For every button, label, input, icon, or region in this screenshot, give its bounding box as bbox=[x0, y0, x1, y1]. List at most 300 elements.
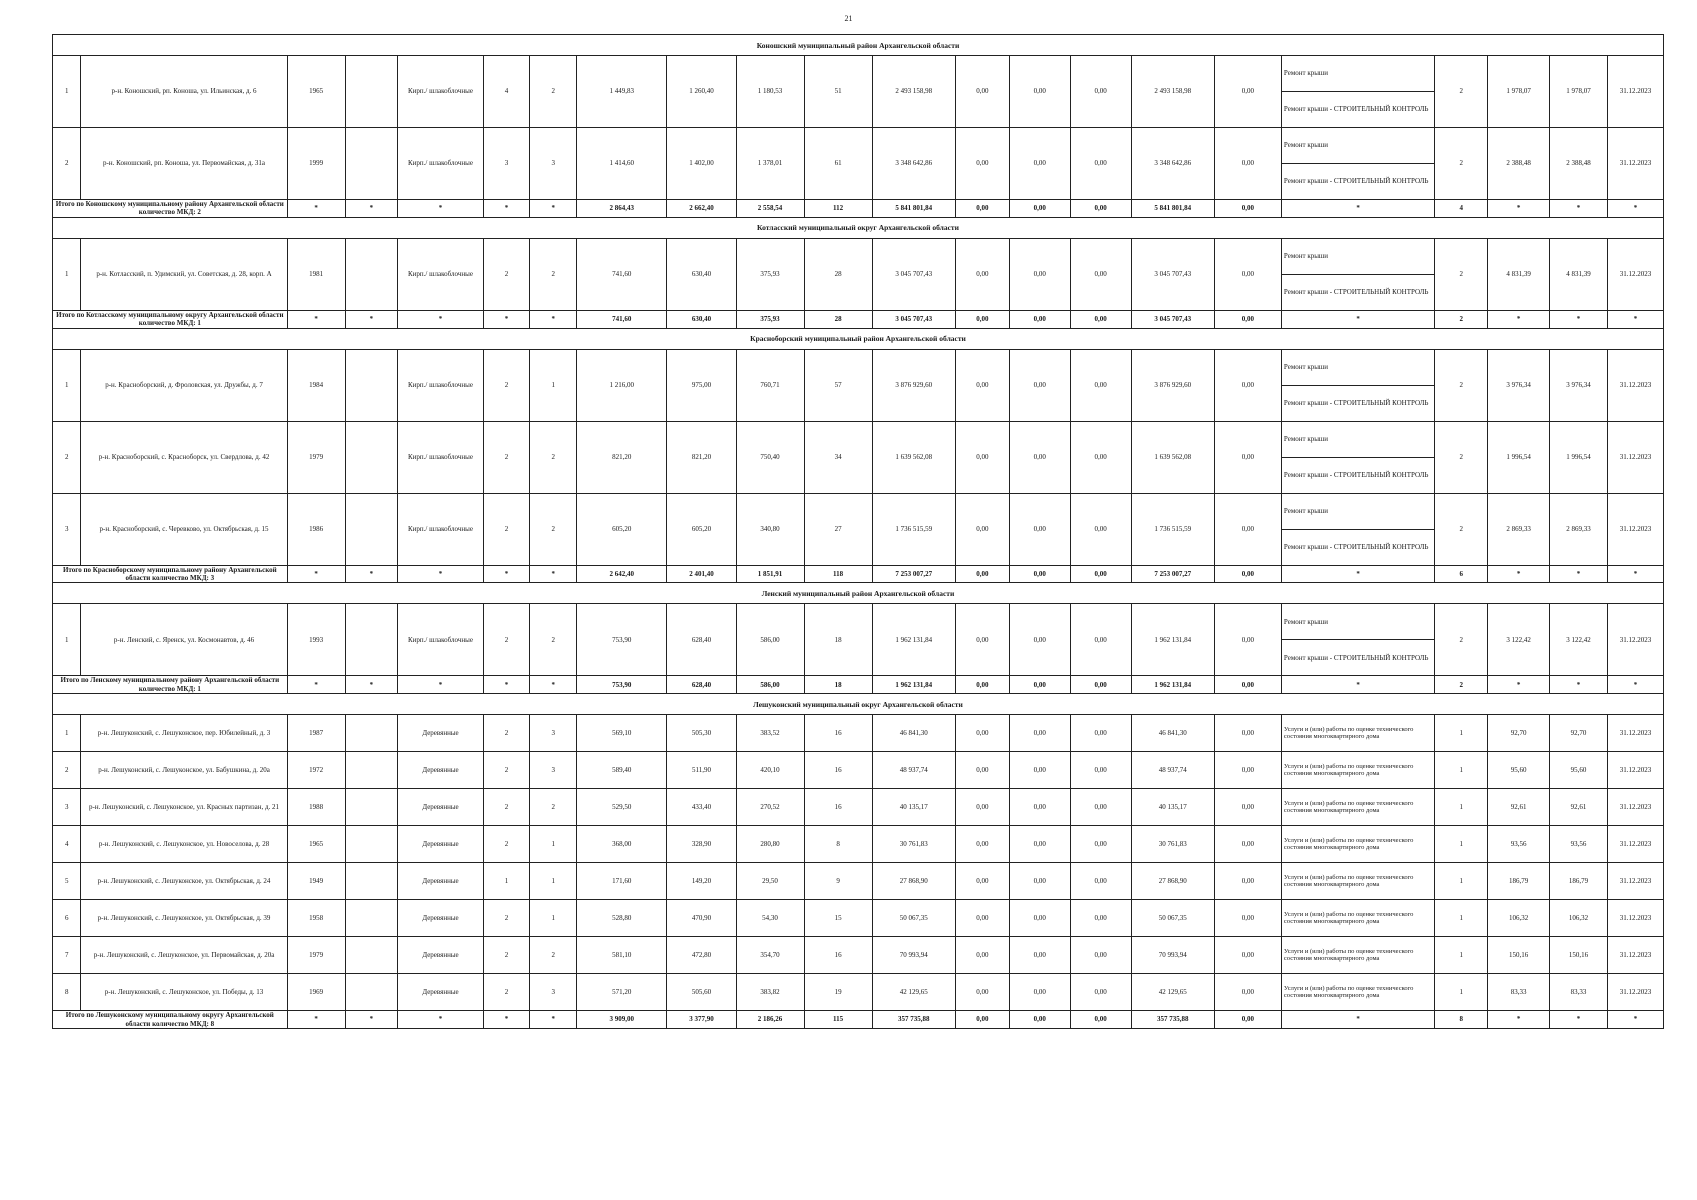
placeholder-star: * bbox=[287, 310, 345, 328]
unit-cost: 2 869,33 bbox=[1488, 493, 1550, 565]
section-title: Котласский муниципальный округ Архангельской области bbox=[53, 217, 1664, 238]
page-number: 21 bbox=[844, 14, 853, 23]
owners-funds: 3 876 929,60 bbox=[1131, 349, 1214, 421]
private-area: 375,93 bbox=[736, 238, 804, 310]
limit-cost: 1 978,07 bbox=[1550, 56, 1608, 128]
work-type: Услуги и (или) работы по оценке технического состояния многоквартирного дома bbox=[1281, 900, 1434, 937]
fund-cell: 0,00 bbox=[1009, 676, 1070, 694]
works-count: 2 bbox=[1435, 493, 1488, 565]
fund-cell: 0,00 bbox=[1009, 56, 1070, 128]
table-row bbox=[53, 863, 1664, 900]
residents-count: 115 bbox=[804, 1011, 872, 1029]
owners-funds: 46 841,30 bbox=[1131, 715, 1214, 752]
completion-date: 31.12.2023 bbox=[1607, 752, 1663, 789]
private-area: 340,80 bbox=[736, 493, 804, 565]
placeholder-star: * bbox=[1281, 1011, 1434, 1029]
works-count: 2 bbox=[1435, 676, 1488, 694]
address-cell: р-н. Лешуконский, с. Лешуконское, ул. Октябрьская, д. 24 bbox=[81, 863, 287, 900]
fund-cell: 0,00 bbox=[955, 349, 1009, 421]
total-area: 2 864,43 bbox=[577, 200, 667, 218]
works-count: 2 bbox=[1435, 421, 1488, 493]
repair-cost-total: 48 937,74 bbox=[872, 752, 955, 789]
table-row bbox=[53, 349, 1664, 385]
placeholder-star: * bbox=[483, 676, 530, 694]
residents-count: 57 bbox=[804, 349, 872, 421]
residents-count: 28 bbox=[804, 238, 872, 310]
residential-area: 605,20 bbox=[667, 493, 736, 565]
entrances-count: 1 bbox=[530, 900, 577, 937]
empty-cell bbox=[345, 937, 398, 974]
private-area: 2 558,54 bbox=[736, 200, 804, 218]
fund-cell: 0,00 bbox=[955, 752, 1009, 789]
fund-cell: 0,00 bbox=[1070, 826, 1131, 863]
fund-cell: 0,00 bbox=[1009, 238, 1070, 310]
limit-cost: 3 122,42 bbox=[1550, 604, 1608, 676]
fund-cell: 0,00 bbox=[1070, 310, 1131, 328]
works-count: 1 bbox=[1435, 937, 1488, 974]
residents-count: 18 bbox=[804, 676, 872, 694]
fund-cell: 0,00 bbox=[1214, 604, 1281, 676]
fund-cell: 0,00 bbox=[1009, 1011, 1070, 1029]
repair-cost-total: 2 493 158,98 bbox=[872, 56, 955, 128]
empty-cell bbox=[345, 349, 398, 421]
placeholder-star: * bbox=[398, 565, 483, 583]
works-count: 1 bbox=[1435, 715, 1488, 752]
work-type: Услуги и (или) работы по оценке технического состояния многоквартирного дома bbox=[1281, 789, 1434, 826]
completion-date: 31.12.2023 bbox=[1607, 349, 1663, 421]
fund-cell: 0,00 bbox=[955, 1011, 1009, 1029]
total-area: 741,60 bbox=[577, 310, 667, 328]
limit-cost: 150,16 bbox=[1550, 937, 1608, 974]
row-number: 1 bbox=[53, 349, 81, 421]
fund-cell: 0,00 bbox=[1214, 493, 1281, 565]
private-area: 54,30 bbox=[736, 900, 804, 937]
row-number: 3 bbox=[53, 493, 81, 565]
wall-material: Деревянные bbox=[398, 900, 483, 937]
limit-cost: 106,32 bbox=[1550, 900, 1608, 937]
private-area: 586,00 bbox=[736, 676, 804, 694]
empty-cell bbox=[345, 974, 398, 1011]
work-type: Ремонт крыши bbox=[1281, 128, 1434, 164]
fund-cell: 0,00 bbox=[1009, 200, 1070, 218]
year-built: 1988 bbox=[287, 789, 345, 826]
year-built: 1999 bbox=[287, 128, 345, 200]
completion-date: 31.12.2023 bbox=[1607, 56, 1663, 128]
fund-cell: 0,00 bbox=[1214, 900, 1281, 937]
placeholder-star: * bbox=[345, 676, 398, 694]
fund-cell: 0,00 bbox=[1214, 826, 1281, 863]
repair-cost-total: 3 348 642,86 bbox=[872, 128, 955, 200]
private-area: 1 180,53 bbox=[736, 56, 804, 128]
fund-cell: 0,00 bbox=[1070, 238, 1131, 310]
limit-cost: 186,79 bbox=[1550, 863, 1608, 900]
empty-cell bbox=[345, 900, 398, 937]
fund-cell: 0,00 bbox=[1009, 900, 1070, 937]
limit-cost: 3 976,34 bbox=[1550, 349, 1608, 421]
fund-cell: 0,00 bbox=[1070, 900, 1131, 937]
wall-material: Кирп./ шлакоблочные bbox=[398, 493, 483, 565]
address-cell: р-н. Красноборский, с. Черевково, ул. Октябрьская, д. 15 bbox=[81, 493, 287, 565]
row-number: 1 bbox=[53, 715, 81, 752]
floors-count: 3 bbox=[483, 128, 530, 200]
residential-area: 505,60 bbox=[667, 974, 736, 1011]
fund-cell: 0,00 bbox=[955, 715, 1009, 752]
fund-cell: 0,00 bbox=[1070, 56, 1131, 128]
placeholder-star: * bbox=[1550, 565, 1608, 583]
owners-funds: 5 841 801,84 bbox=[1131, 200, 1214, 218]
repair-cost-total: 1 962 131,84 bbox=[872, 676, 955, 694]
total-label: Итого по Лешуконскому муниципальному округу Архангельской области количество МКД: 8 bbox=[53, 1011, 288, 1029]
fund-cell: 0,00 bbox=[1070, 715, 1131, 752]
entrances-count: 2 bbox=[530, 789, 577, 826]
fund-cell: 0,00 bbox=[1009, 604, 1070, 676]
wall-material: Деревянные bbox=[398, 752, 483, 789]
entrances-count: 2 bbox=[530, 937, 577, 974]
fund-cell: 0,00 bbox=[1214, 676, 1281, 694]
year-built: 1993 bbox=[287, 604, 345, 676]
total-area: 1 216,00 bbox=[577, 349, 667, 421]
fund-cell: 0,00 bbox=[1009, 421, 1070, 493]
private-area: 420,10 bbox=[736, 752, 804, 789]
total-label: Итого по Красноборскому муниципальному району Архангельской области количество МКД: 3 bbox=[53, 565, 288, 583]
fund-cell: 0,00 bbox=[1214, 974, 1281, 1011]
fund-cell: 0,00 bbox=[1214, 310, 1281, 328]
residents-count: 27 bbox=[804, 493, 872, 565]
year-built: 1979 bbox=[287, 937, 345, 974]
table-row bbox=[53, 604, 1664, 640]
section-header-row bbox=[53, 35, 1664, 56]
section-header-row bbox=[53, 694, 1664, 715]
fund-cell: 0,00 bbox=[1070, 752, 1131, 789]
residential-area: 149,20 bbox=[667, 863, 736, 900]
works-count: 2 bbox=[1435, 349, 1488, 421]
fund-cell: 0,00 bbox=[1214, 421, 1281, 493]
residential-area: 628,40 bbox=[667, 676, 736, 694]
fund-cell: 0,00 bbox=[1009, 493, 1070, 565]
fund-cell: 0,00 bbox=[1009, 789, 1070, 826]
address-cell: р-н. Лешуконский, с. Лешуконское, ул. Красных партизан, д. 21 bbox=[81, 789, 287, 826]
repair-cost-total: 357 735,88 bbox=[872, 1011, 955, 1029]
residents-count: 51 bbox=[804, 56, 872, 128]
repair-cost-total: 1 639 562,08 bbox=[872, 421, 955, 493]
work-type: Услуги и (или) работы по оценке технического состояния многоквартирного дома bbox=[1281, 826, 1434, 863]
placeholder-star: * bbox=[530, 565, 577, 583]
completion-date: 31.12.2023 bbox=[1607, 238, 1663, 310]
residential-area: 2 662,40 bbox=[667, 200, 736, 218]
entrances-count: 1 bbox=[530, 349, 577, 421]
works-count: 6 bbox=[1435, 565, 1488, 583]
work-type: Ремонт крыши - СТРОИТЕЛЬНЫЙ КОНТРОЛЬ bbox=[1281, 385, 1434, 421]
residents-count: 9 bbox=[804, 863, 872, 900]
entrances-count: 1 bbox=[530, 826, 577, 863]
private-area: 586,00 bbox=[736, 604, 804, 676]
placeholder-star: * bbox=[483, 1011, 530, 1029]
works-count: 4 bbox=[1435, 200, 1488, 218]
empty-cell bbox=[345, 56, 398, 128]
placeholder-star: * bbox=[530, 310, 577, 328]
works-count: 1 bbox=[1435, 863, 1488, 900]
owners-funds: 357 735,88 bbox=[1131, 1011, 1214, 1029]
address-cell: р-н. Котласский, п. Удимский, ул. Советская, д. 28, корп. А bbox=[81, 238, 287, 310]
total-label: Итого по Коношскому муниципальному району Архангельской области количество МКД: 2 bbox=[53, 200, 288, 218]
residents-count: 28 bbox=[804, 310, 872, 328]
fund-cell: 0,00 bbox=[1009, 349, 1070, 421]
residents-count: 19 bbox=[804, 974, 872, 1011]
empty-cell bbox=[345, 826, 398, 863]
placeholder-star: * bbox=[1607, 310, 1663, 328]
completion-date: 31.12.2023 bbox=[1607, 421, 1663, 493]
placeholder-star: * bbox=[1607, 200, 1663, 218]
floors-count: 2 bbox=[483, 421, 530, 493]
fund-cell: 0,00 bbox=[955, 900, 1009, 937]
repair-cost-total: 1 736 515,59 bbox=[872, 493, 955, 565]
address-cell: р-н. Ленский, с. Яренск, ул. Космонавтов, д. 46 bbox=[81, 604, 287, 676]
total-area: 569,10 bbox=[577, 715, 667, 752]
placeholder-star: * bbox=[530, 1011, 577, 1029]
section-title: Коношский муниципальный район Архангельской области bbox=[53, 35, 1664, 56]
completion-date: 31.12.2023 bbox=[1607, 826, 1663, 863]
wall-material: Кирп./ шлакоблочные bbox=[398, 421, 483, 493]
wall-material: Кирп./ шлакоблочные bbox=[398, 56, 483, 128]
entrances-count: 2 bbox=[530, 604, 577, 676]
private-area: 1 851,91 bbox=[736, 565, 804, 583]
placeholder-star: * bbox=[483, 200, 530, 218]
empty-cell bbox=[345, 421, 398, 493]
placeholder-star: * bbox=[345, 1011, 398, 1029]
row-number: 7 bbox=[53, 937, 81, 974]
unit-cost: 93,56 bbox=[1488, 826, 1550, 863]
section-title: Ленский муниципальный район Архангельской области bbox=[53, 583, 1664, 604]
works-count: 1 bbox=[1435, 900, 1488, 937]
limit-cost: 4 831,39 bbox=[1550, 238, 1608, 310]
works-count: 2 bbox=[1435, 310, 1488, 328]
placeholder-star: * bbox=[1550, 1011, 1608, 1029]
row-number: 2 bbox=[53, 421, 81, 493]
fund-cell: 0,00 bbox=[1214, 128, 1281, 200]
fund-cell: 0,00 bbox=[1009, 752, 1070, 789]
unit-cost: 95,60 bbox=[1488, 752, 1550, 789]
wall-material: Деревянные bbox=[398, 974, 483, 1011]
fund-cell: 0,00 bbox=[1070, 937, 1131, 974]
empty-cell bbox=[345, 863, 398, 900]
works-count: 2 bbox=[1435, 604, 1488, 676]
section-header-row bbox=[53, 217, 1664, 238]
total-area: 821,20 bbox=[577, 421, 667, 493]
unit-cost: 3 976,34 bbox=[1488, 349, 1550, 421]
floors-count: 2 bbox=[483, 752, 530, 789]
fund-cell: 0,00 bbox=[1070, 493, 1131, 565]
repair-cost-total: 46 841,30 bbox=[872, 715, 955, 752]
empty-cell bbox=[345, 789, 398, 826]
residential-area: 433,40 bbox=[667, 789, 736, 826]
year-built: 1972 bbox=[287, 752, 345, 789]
owners-funds: 3 348 642,86 bbox=[1131, 128, 1214, 200]
entrances-count: 2 bbox=[530, 238, 577, 310]
residential-area: 328,90 bbox=[667, 826, 736, 863]
row-number: 1 bbox=[53, 238, 81, 310]
entrances-count: 2 bbox=[530, 56, 577, 128]
fund-cell: 0,00 bbox=[1070, 974, 1131, 1011]
repair-cost-total: 3 045 707,43 bbox=[872, 238, 955, 310]
residential-area: 821,20 bbox=[667, 421, 736, 493]
work-type: Ремонт крыши - СТРОИТЕЛЬНЫЙ КОНТРОЛЬ bbox=[1281, 529, 1434, 565]
total-area: 368,00 bbox=[577, 826, 667, 863]
fund-cell: 0,00 bbox=[1009, 715, 1070, 752]
section-title: Лешуконский муниципальный округ Архангельской области bbox=[53, 694, 1664, 715]
residents-count: 16 bbox=[804, 937, 872, 974]
owners-funds: 27 868,90 bbox=[1131, 863, 1214, 900]
empty-cell bbox=[345, 752, 398, 789]
table-row bbox=[53, 238, 1664, 274]
address-cell: р-н. Коношский, рп. Коноша, ул. Первомайская, д. 31а bbox=[81, 128, 287, 200]
floors-count: 2 bbox=[483, 900, 530, 937]
owners-funds: 3 045 707,43 bbox=[1131, 238, 1214, 310]
repair-cost-total: 1 962 131,84 bbox=[872, 604, 955, 676]
residential-area: 470,90 bbox=[667, 900, 736, 937]
row-number: 3 bbox=[53, 789, 81, 826]
entrances-count: 1 bbox=[530, 863, 577, 900]
work-type: Ремонт крыши bbox=[1281, 604, 1434, 640]
owners-funds: 48 937,74 bbox=[1131, 752, 1214, 789]
placeholder-star: * bbox=[1607, 1011, 1663, 1029]
repair-cost-total: 40 135,17 bbox=[872, 789, 955, 826]
year-built: 1986 bbox=[287, 493, 345, 565]
works-count: 8 bbox=[1435, 1011, 1488, 1029]
total-area: 528,80 bbox=[577, 900, 667, 937]
works-count: 2 bbox=[1435, 128, 1488, 200]
completion-date: 31.12.2023 bbox=[1607, 604, 1663, 676]
entrances-count: 3 bbox=[530, 974, 577, 1011]
repair-cost-total: 70 993,94 bbox=[872, 937, 955, 974]
address-cell: р-н. Коношский, рп. Коноша, ул. Ильинская, д. 6 bbox=[81, 56, 287, 128]
repair-cost-total: 3 045 707,43 bbox=[872, 310, 955, 328]
placeholder-star: * bbox=[287, 565, 345, 583]
repair-cost-total: 50 067,35 bbox=[872, 900, 955, 937]
private-area: 270,52 bbox=[736, 789, 804, 826]
address-cell: р-н. Лешуконский, с. Лешуконское, ул. Бабушкина, д. 20а bbox=[81, 752, 287, 789]
work-type: Ремонт крыши - СТРОИТЕЛЬНЫЙ КОНТРОЛЬ bbox=[1281, 274, 1434, 310]
address-cell: р-н. Лешуконский, с. Лешуконское, пер. Юбилейный, д. 3 bbox=[81, 715, 287, 752]
residential-area: 472,80 bbox=[667, 937, 736, 974]
fund-cell: 0,00 bbox=[1214, 752, 1281, 789]
owners-funds: 2 493 158,98 bbox=[1131, 56, 1214, 128]
work-type: Услуги и (или) работы по оценке технического состояния многоквартирного дома bbox=[1281, 715, 1434, 752]
fund-cell: 0,00 bbox=[1070, 128, 1131, 200]
private-area: 375,93 bbox=[736, 310, 804, 328]
total-area: 529,50 bbox=[577, 789, 667, 826]
table-row bbox=[53, 128, 1664, 164]
unit-cost: 1 996,54 bbox=[1488, 421, 1550, 493]
residents-count: 15 bbox=[804, 900, 872, 937]
owners-funds: 40 135,17 bbox=[1131, 789, 1214, 826]
fund-cell: 0,00 bbox=[1009, 565, 1070, 583]
table-row bbox=[53, 715, 1664, 752]
total-area: 605,20 bbox=[577, 493, 667, 565]
wall-material: Деревянные bbox=[398, 715, 483, 752]
fund-cell: 0,00 bbox=[955, 604, 1009, 676]
address-cell: р-н. Красноборский, д. Фроловская, ул. Дружбы, д. 7 bbox=[81, 349, 287, 421]
fund-cell: 0,00 bbox=[1070, 565, 1131, 583]
work-type: Ремонт крыши bbox=[1281, 56, 1434, 92]
row-number: 1 bbox=[53, 56, 81, 128]
floors-count: 1 bbox=[483, 863, 530, 900]
fund-cell: 0,00 bbox=[955, 826, 1009, 863]
total-area: 589,40 bbox=[577, 752, 667, 789]
fund-cell: 0,00 bbox=[1070, 676, 1131, 694]
completion-date: 31.12.2023 bbox=[1607, 974, 1663, 1011]
year-built: 1984 bbox=[287, 349, 345, 421]
section-total-row bbox=[53, 200, 1664, 218]
owners-funds: 42 129,65 bbox=[1131, 974, 1214, 1011]
empty-cell bbox=[345, 238, 398, 310]
floors-count: 2 bbox=[483, 937, 530, 974]
wall-material: Деревянные bbox=[398, 789, 483, 826]
fund-cell: 0,00 bbox=[955, 421, 1009, 493]
year-built: 1965 bbox=[287, 826, 345, 863]
year-built: 1969 bbox=[287, 974, 345, 1011]
table-row bbox=[53, 493, 1664, 529]
completion-date: 31.12.2023 bbox=[1607, 128, 1663, 200]
table-row bbox=[53, 56, 1664, 92]
unit-cost: 4 831,39 bbox=[1488, 238, 1550, 310]
total-area: 171,60 bbox=[577, 863, 667, 900]
fund-cell: 0,00 bbox=[1009, 128, 1070, 200]
residential-area: 511,90 bbox=[667, 752, 736, 789]
total-area: 2 642,40 bbox=[577, 565, 667, 583]
total-area: 741,60 bbox=[577, 238, 667, 310]
unit-cost: 2 388,48 bbox=[1488, 128, 1550, 200]
limit-cost: 95,60 bbox=[1550, 752, 1608, 789]
address-cell: р-н. Лешуконский, с. Лешуконское, ул. Победы, д. 13 bbox=[81, 974, 287, 1011]
placeholder-star: * bbox=[483, 565, 530, 583]
work-type: Ремонт крыши - СТРОИТЕЛЬНЫЙ КОНТРОЛЬ bbox=[1281, 164, 1434, 200]
fund-cell: 0,00 bbox=[955, 493, 1009, 565]
floors-count: 2 bbox=[483, 974, 530, 1011]
entrances-count: 3 bbox=[530, 128, 577, 200]
fund-cell: 0,00 bbox=[1214, 200, 1281, 218]
unit-cost: 186,79 bbox=[1488, 863, 1550, 900]
floors-count: 2 bbox=[483, 789, 530, 826]
placeholder-star: * bbox=[398, 200, 483, 218]
floors-count: 2 bbox=[483, 349, 530, 421]
entrances-count: 2 bbox=[530, 493, 577, 565]
owners-funds: 1 962 131,84 bbox=[1131, 676, 1214, 694]
address-cell: р-н. Лешуконский, с. Лешуконское, ул. Первомайская, д. 20а bbox=[81, 937, 287, 974]
residents-count: 16 bbox=[804, 715, 872, 752]
unit-cost: 1 978,07 bbox=[1488, 56, 1550, 128]
placeholder-star: * bbox=[1281, 565, 1434, 583]
entrances-count: 3 bbox=[530, 752, 577, 789]
address-cell: р-н. Красноборский, с. Красноборск, ул. Свердлова, д. 42 bbox=[81, 421, 287, 493]
private-area: 2 186,26 bbox=[736, 1011, 804, 1029]
table-row bbox=[53, 937, 1664, 974]
total-label: Итого по Ленскому муниципальному району Архангельской области количество МКД: 1 bbox=[53, 676, 288, 694]
table-row bbox=[53, 974, 1664, 1011]
row-number: 4 bbox=[53, 826, 81, 863]
work-type: Ремонт крыши - СТРОИТЕЛЬНЫЙ КОНТРОЛЬ bbox=[1281, 457, 1434, 493]
placeholder-star: * bbox=[1281, 676, 1434, 694]
placeholder-star: * bbox=[1488, 1011, 1550, 1029]
placeholder-star: * bbox=[345, 310, 398, 328]
fund-cell: 0,00 bbox=[955, 974, 1009, 1011]
wall-material: Деревянные bbox=[398, 863, 483, 900]
table-row bbox=[53, 789, 1664, 826]
residential-area: 2 401,40 bbox=[667, 565, 736, 583]
address-cell: р-н. Лешуконский, с. Лешуконское, ул. Октябрьская, д. 39 bbox=[81, 900, 287, 937]
work-type: Ремонт крыши bbox=[1281, 349, 1434, 385]
placeholder-star: * bbox=[1607, 676, 1663, 694]
table-row bbox=[53, 421, 1664, 457]
